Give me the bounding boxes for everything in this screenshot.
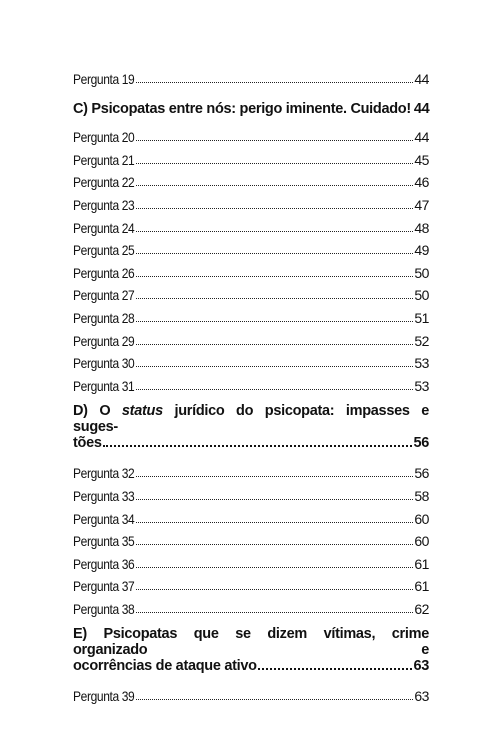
- toc-entry[interactable]: [73, 481, 429, 504]
- entry-page-number: 45: [414, 151, 429, 168]
- entry-label: Pergunta 26: [73, 264, 135, 281]
- entry-page-number: 48: [414, 219, 429, 236]
- dot-leader: [136, 544, 413, 545]
- entry-label: Pergunta 25: [73, 242, 135, 259]
- section-d-page: 56: [413, 434, 429, 451]
- dot-leader: [136, 699, 413, 700]
- section-d-prefix: D) O: [73, 402, 111, 419]
- entry-label: Pergunta 21: [73, 151, 135, 168]
- entry-page-number: 53: [414, 377, 429, 394]
- dot-leader: [136, 366, 413, 367]
- entry-page-number: 61: [414, 578, 429, 595]
- dot-leader: [136, 231, 413, 232]
- toc-entry[interactable]: [73, 682, 429, 705]
- dot-leader: [136, 276, 413, 277]
- toc-entry[interactable]: [73, 549, 429, 572]
- entry-label: Pergunta 32: [73, 465, 135, 482]
- toc-entry[interactable]: [73, 326, 429, 349]
- section-e-line2-text: ocorrências de ataque ativo: [73, 657, 257, 674]
- toc-entry[interactable]: [73, 123, 429, 146]
- entry-page-number: 63: [414, 688, 429, 705]
- toc-entry[interactable]: [73, 303, 429, 326]
- dot-leader: [136, 344, 413, 345]
- toc-entry[interactable]: [73, 281, 429, 304]
- entry-page-number: 62: [414, 600, 429, 617]
- dot-leader: [136, 82, 413, 83]
- dot-leader: [136, 612, 413, 613]
- dot-leader: [136, 389, 413, 390]
- toc-entry[interactable]: [73, 213, 429, 236]
- toc-section-d[interactable]: [73, 403, 429, 451]
- section-d-line2-text: tões: [73, 434, 102, 451]
- entry-label: Pergunta 37: [73, 578, 135, 595]
- toc-entry[interactable]: [73, 236, 429, 259]
- entry-label: Pergunta 33: [73, 487, 135, 504]
- dot-leader: [136, 321, 413, 322]
- toc-entry[interactable]: [73, 527, 429, 550]
- dot-leader: [136, 140, 413, 141]
- toc-entry[interactable]: [73, 64, 429, 87]
- toc-section-e[interactable]: [73, 626, 429, 674]
- toc-entry[interactable]: [73, 594, 429, 617]
- entry-page-number: 47: [414, 196, 429, 213]
- dot-leader: [136, 208, 413, 209]
- entry-label: Pergunta 30: [73, 355, 135, 372]
- dot-leader: [136, 499, 413, 500]
- toc-group-e: [73, 682, 429, 705]
- entry-label: Pergunta 19: [73, 70, 135, 87]
- entry-page-number: 50: [414, 287, 429, 304]
- dot-leader: [136, 522, 413, 523]
- dot-leader: [136, 567, 413, 568]
- entry-label: Pergunta 38: [73, 600, 135, 617]
- toc-entry[interactable]: [73, 145, 429, 168]
- entry-page-number: 60: [414, 533, 429, 550]
- entry-page-number: 60: [414, 510, 429, 527]
- toc-entry[interactable]: [73, 504, 429, 527]
- toc-section-c[interactable]: [73, 93, 429, 117]
- section-c-title: C) Psicopatas entre nós: perigo iminente. Cuidado!: [73, 100, 411, 117]
- table-of-contents: [73, 64, 429, 706]
- dot-leader: [103, 445, 413, 447]
- entry-page-number: 53: [414, 355, 429, 372]
- dot-leader: [136, 298, 413, 299]
- entry-label: Pergunta 28: [73, 309, 135, 326]
- entry-label: Pergunta 34: [73, 510, 135, 527]
- entry-page-number: 58: [414, 487, 429, 504]
- section-d-title-line1: [73, 403, 429, 435]
- section-e-page: 63: [413, 657, 429, 674]
- entry-label: Pergunta 29: [73, 332, 135, 349]
- toc-group-d: [73, 459, 429, 617]
- toc-entry[interactable]: [73, 349, 429, 372]
- toc-entry[interactable]: [73, 190, 429, 213]
- dot-leader: [136, 185, 413, 186]
- entry-label: Pergunta 22: [73, 174, 135, 191]
- section-d-italic: status: [121, 402, 163, 419]
- entry-page-number: 44: [414, 70, 429, 87]
- toc-group-top: [73, 64, 429, 87]
- entry-label: Pergunta 23: [73, 196, 135, 213]
- entry-page-number: 44: [414, 129, 429, 146]
- dot-leader: [136, 476, 413, 477]
- entry-label: Pergunta 36: [73, 555, 135, 572]
- section-e-title-line1: E) Psicopatas que se dizem vítimas, crime organizado e: [73, 625, 429, 658]
- entry-label: Pergunta 20: [73, 129, 135, 146]
- toc-entry[interactable]: [73, 572, 429, 595]
- section-e-title-line2: [73, 658, 429, 674]
- toc-entry[interactable]: [73, 459, 429, 482]
- entry-label: Pergunta 27: [73, 287, 135, 304]
- entry-page-number: 50: [414, 264, 429, 281]
- entry-label: Pergunta 39: [73, 688, 135, 705]
- entry-page-number: 46: [414, 174, 429, 191]
- dot-leader: [136, 589, 413, 590]
- toc-entry[interactable]: [73, 371, 429, 394]
- entry-page-number: 56: [414, 465, 429, 482]
- dot-leader: [258, 668, 413, 670]
- dot-leader: [136, 253, 413, 254]
- entry-label: Pergunta 24: [73, 219, 135, 236]
- entry-page-number: 52: [414, 332, 429, 349]
- toc-group-c: [73, 123, 429, 394]
- section-c-page: 44: [413, 100, 430, 117]
- toc-entry[interactable]: [73, 258, 429, 281]
- dot-leader: [136, 163, 413, 164]
- entry-label: Pergunta 31: [73, 377, 135, 394]
- entry-page-number: 51: [414, 309, 429, 326]
- section-d-title-line2: [73, 435, 429, 451]
- entry-page-number: 61: [414, 555, 429, 572]
- entry-page-number: 49: [414, 242, 429, 259]
- entry-label: Pergunta 35: [73, 533, 135, 550]
- toc-entry[interactable]: [73, 168, 429, 191]
- section-d-line1-rest: jurídico do psicopata: impasses e suges-: [73, 402, 429, 435]
